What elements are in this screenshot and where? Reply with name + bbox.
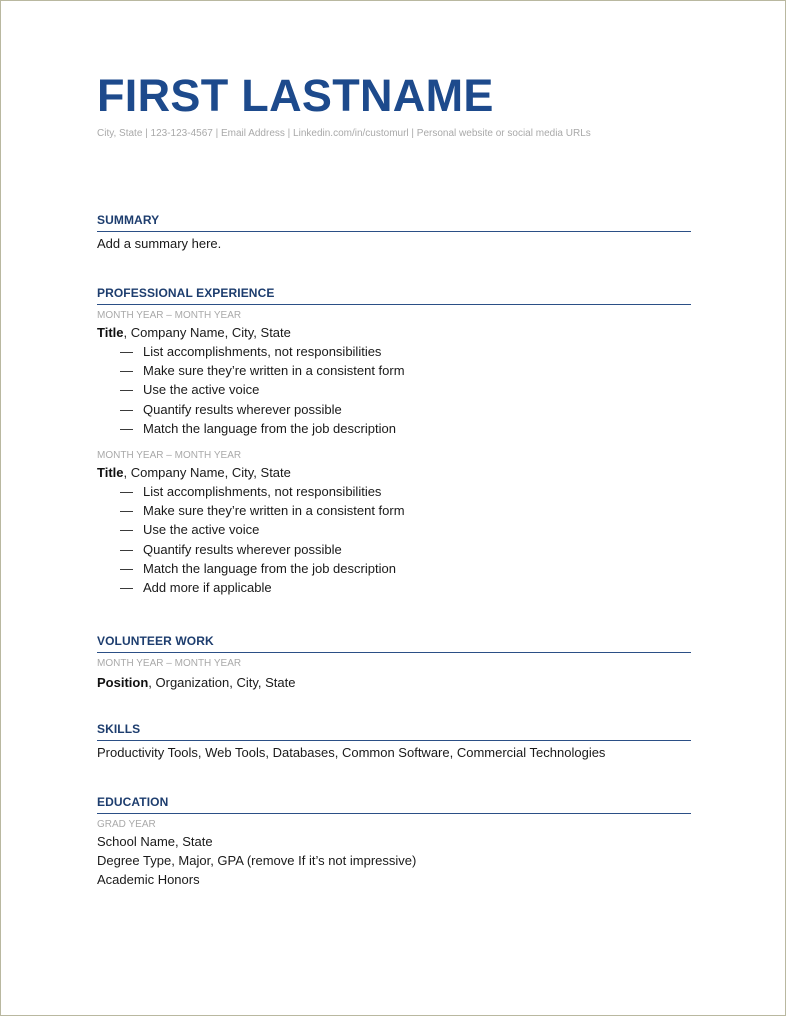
skills-heading: SKILLS (97, 722, 691, 741)
job-company: , Company Name, City, State (123, 465, 291, 481)
list-item: — Add more if applicable (120, 578, 691, 597)
volunteer-dates: MONTH YEAR – MONTH YEAR (97, 658, 242, 669)
list-item: — List accomplishments, not responsibilities (120, 342, 691, 361)
list-item: — Quantify results wherever possible (120, 400, 691, 419)
list-item: — List accomplishments, not responsibilities (120, 482, 691, 501)
dash-bullet-icon: — (120, 560, 133, 576)
academic-honors: Academic Honors (97, 872, 200, 887)
job-dates: MONTH YEAR – MONTH YEAR (97, 310, 242, 321)
job-entry (97, 309, 691, 438)
candidate-name: FIRST LASTNAME (97, 70, 494, 121)
skills-section (97, 722, 691, 762)
dash-bullet-icon: — (120, 503, 133, 519)
list-item: — Match the language from the job description (120, 559, 691, 578)
dash-bullet-icon: — (120, 484, 133, 500)
skills-text: Productivity Tools, Web Tools, Databases, Common Software, Commercial Technologies (97, 745, 606, 760)
contact-line: City, State | 123-123-4567 | Email Address | Linkedin.com/in/customurl | Personal website or social media URLs (97, 128, 591, 139)
volunteer-position: Position (97, 675, 149, 690)
list-item: — Make sure they’re written in a consistent form (120, 501, 691, 520)
job-title-line (97, 323, 691, 342)
summary-section (97, 213, 691, 253)
job-title-line (97, 463, 691, 482)
list-item: — Quantify results wherever possible (120, 540, 691, 559)
education-section (97, 795, 691, 889)
dash-bullet-icon: — (120, 541, 133, 557)
job-bullets (97, 342, 691, 438)
volunteer-position-line (97, 673, 691, 692)
job-title: Title (97, 325, 124, 340)
list-item: — Make sure they’re written in a consistent form (120, 361, 691, 380)
dash-bullet-icon: — (120, 420, 133, 436)
degree-info: Degree Type, Major, GPA (remove If it’s not impressive) (97, 853, 417, 868)
volunteer-section (97, 634, 691, 692)
dash-bullet-icon: — (120, 401, 133, 417)
job-entry (97, 449, 691, 597)
summary-heading: SUMMARY (97, 213, 691, 232)
job-company: , Company Name, City, State (123, 325, 291, 340)
list-item: — Match the language from the job description (120, 419, 691, 438)
dash-bullet-icon: — (120, 522, 133, 538)
volunteer-heading: VOLUNTEER WORK (97, 634, 691, 653)
experience-heading: PROFESSIONAL EXPERIENCE (97, 286, 691, 305)
job-title: Title (97, 465, 124, 481)
summary-text: Add a summary here. (97, 236, 222, 251)
education-heading: EDUCATION (97, 795, 691, 814)
dash-bullet-icon: — (120, 344, 133, 359)
school-name: School Name, State (97, 834, 213, 849)
experience-section (97, 286, 691, 597)
volunteer-organization: , Organization, City, State (148, 675, 296, 690)
dash-bullet-icon: — (120, 363, 133, 379)
dash-bullet-icon: — (120, 382, 133, 398)
education-dates: GRAD YEAR (97, 819, 156, 830)
job-dates: MONTH YEAR – MONTH YEAR (97, 450, 242, 462)
list-item: — Use the active voice (120, 380, 691, 399)
job-bullets (97, 482, 691, 597)
list-item: — Use the active voice (120, 520, 691, 539)
dash-bullet-icon: — (120, 580, 133, 596)
